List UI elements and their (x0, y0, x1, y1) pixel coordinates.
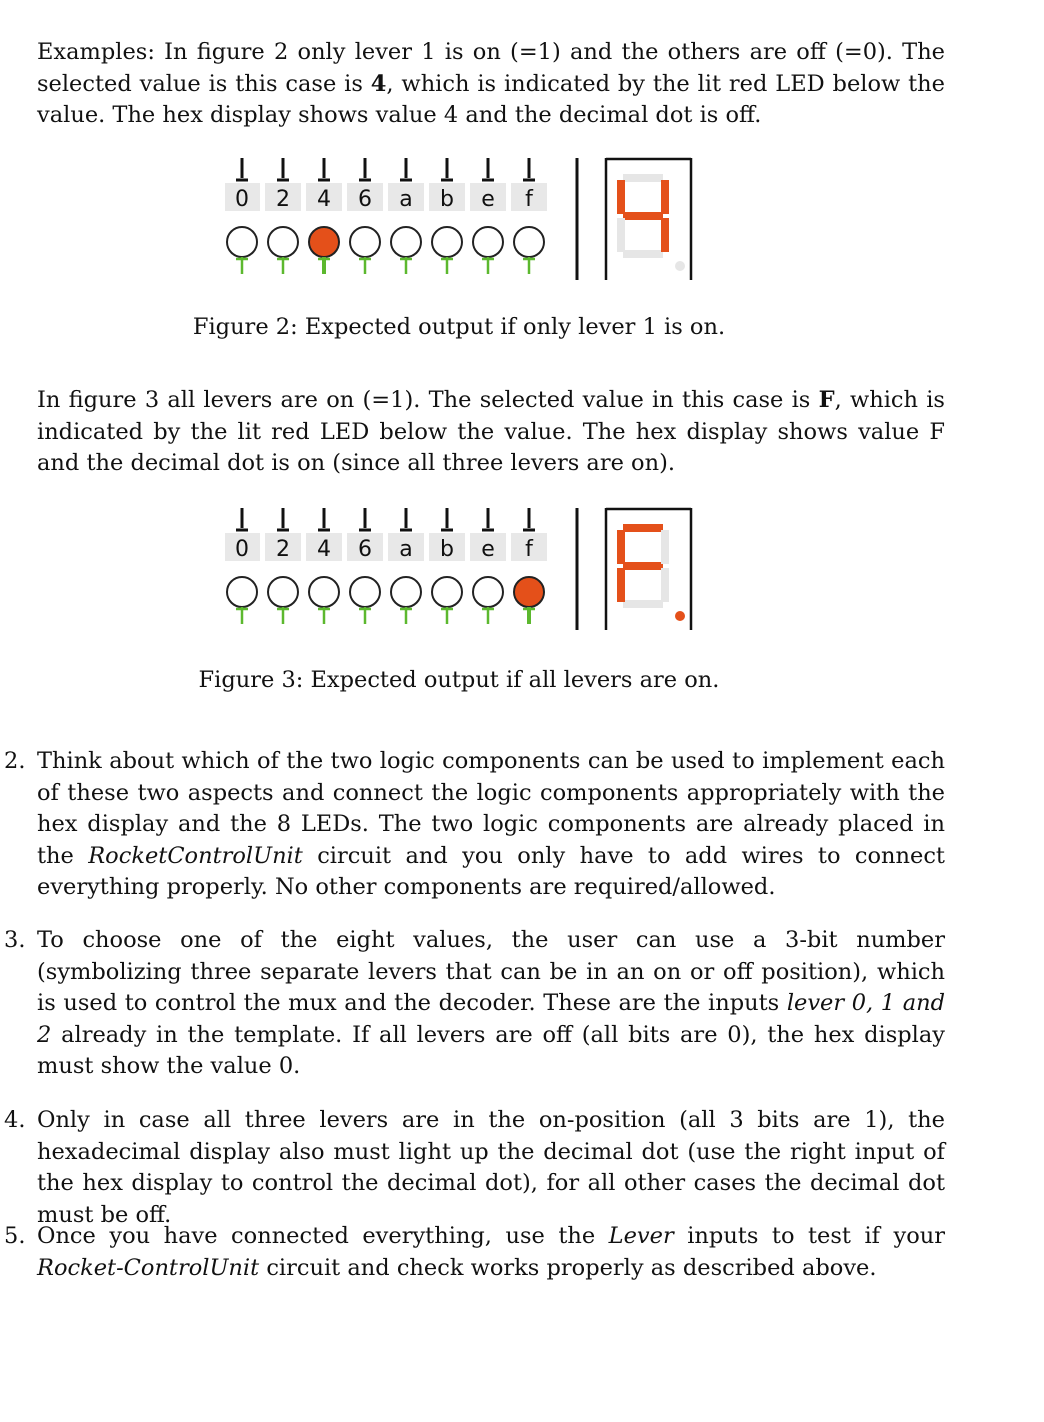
led-off (432, 577, 462, 607)
led-lit (309, 227, 339, 257)
segment-d-off (623, 250, 663, 258)
list-text: already in the template. If all levers are off (all bits are 0), the hex display must show the value 0. (37, 1021, 945, 1079)
led-off (391, 227, 421, 257)
italic-term: Lever (608, 1223, 674, 1249)
list-text: circuit and check works properly as described above. (259, 1254, 877, 1281)
list-number: 2. (4, 748, 26, 774)
value-label: e (481, 537, 495, 562)
value-label: e (481, 187, 495, 212)
list-text: To choose one of the eight values, the user can use a 3-bit number (symbolizing three separate levers that can be in an on or off position), which is used to control the mux and the decoder. These are the inputs (37, 927, 945, 1016)
led-off (514, 227, 544, 257)
value-label: f (525, 187, 533, 212)
led-off (227, 577, 257, 607)
segment-f-on (617, 530, 625, 564)
value-label: 2 (276, 537, 290, 562)
value-label: 4 (317, 537, 331, 562)
segment-g-on (623, 562, 663, 570)
list-number: 3. (4, 927, 26, 953)
led-lit (514, 577, 544, 607)
list-item-body (37, 1105, 945, 1231)
segment-f-on (617, 180, 625, 214)
segment-a-on (623, 524, 663, 532)
figure-3 (225, 500, 705, 630)
value-label: 0 (235, 187, 249, 212)
italic-term: RocketControlUnit (88, 842, 303, 869)
decimal-dot-off (675, 261, 685, 271)
segment-d-off (623, 600, 663, 608)
led-off (473, 227, 503, 257)
led-off (309, 577, 339, 607)
para2-bold-value: F (818, 387, 835, 413)
segment-c-on (661, 218, 669, 252)
intro-paragraph (37, 37, 945, 132)
para1-text-a: Examples: In figure 2 only lever 1 is on (=1) and the others are off (=0). The selected value is this case is (37, 39, 945, 97)
segment-b-on (661, 180, 669, 214)
segment-a-off (623, 174, 663, 182)
value-label: 2 (276, 187, 290, 212)
list-item-body (37, 746, 945, 904)
value-label: 0 (235, 537, 249, 562)
value-label: a (399, 537, 413, 562)
value-label: a (399, 187, 413, 212)
value-label: 6 (358, 537, 372, 562)
list-text: circuit and you only have to add wires to connect everything properly. No other components are required/allowed. (37, 842, 945, 900)
figure-3-diagram (225, 500, 705, 632)
list-text: inputs to test if your (673, 1223, 945, 1249)
led-off (432, 227, 462, 257)
value-label: b (440, 537, 454, 562)
decimal-dot-on (675, 611, 685, 621)
para2-text-b: , which is indicated by the lit red LED below the value. The hex display shows value F and the decimal dot is on (since all three levers are on). (37, 387, 945, 476)
value-label: 4 (317, 187, 331, 212)
led-off (391, 577, 421, 607)
segment-e-off (617, 218, 625, 252)
segment-e-on (617, 568, 625, 602)
para1-text-b: , which is indicated by the lit red LED below the value. The hex display shows value 4 and the decimal dot is off. (37, 70, 945, 128)
led-off (350, 577, 380, 607)
figure-2 (225, 150, 705, 280)
para2-text-a: In figure 3 all levers are on (=1). The selected value in this case is (37, 387, 819, 413)
segment-g-on (623, 212, 663, 220)
italic-term: lever 0, 1 and 2 (37, 990, 946, 1048)
figure-3-caption: Figure 3: Expected output if all levers are on. (198, 667, 720, 693)
value-label: b (440, 187, 454, 212)
led-off (268, 577, 298, 607)
segment-b-off (661, 530, 669, 564)
list-text: Only in case all three levers are in the on-position (all 3 bits are 1), the hexadecimal display also must light up the decimal dot (use the right input of the hex display to control the decimal dot), for all other cases the decimal dot must be off. (37, 1107, 945, 1228)
figure-2-diagram (225, 150, 705, 280)
value-label: f (525, 537, 533, 562)
led-off (227, 227, 257, 257)
list-number: 5. (4, 1223, 26, 1249)
list-item-body (37, 925, 945, 1083)
list-text: Once you have connected everything, use the (37, 1223, 609, 1249)
figure-3-paragraph (37, 385, 945, 480)
figure-2-caption: Figure 2: Expected output if only lever 1 is on. (192, 314, 726, 340)
segment-c-off (661, 568, 669, 602)
para1-bold-value: 4 (370, 70, 387, 97)
led-off (268, 227, 298, 257)
italic-term: Rocket-ControlUnit (37, 1254, 260, 1281)
list-text: Think about which of the two logic components can be used to implement each of these two aspects and connect the logic components appropriately with the hex display and the 8 LEDs. The two logic components are already placed in the (37, 748, 945, 869)
list-number: 4. (4, 1107, 26, 1133)
value-label: 6 (358, 187, 372, 212)
led-off (350, 227, 380, 257)
list-item-body (37, 1221, 945, 1284)
led-off (473, 577, 503, 607)
